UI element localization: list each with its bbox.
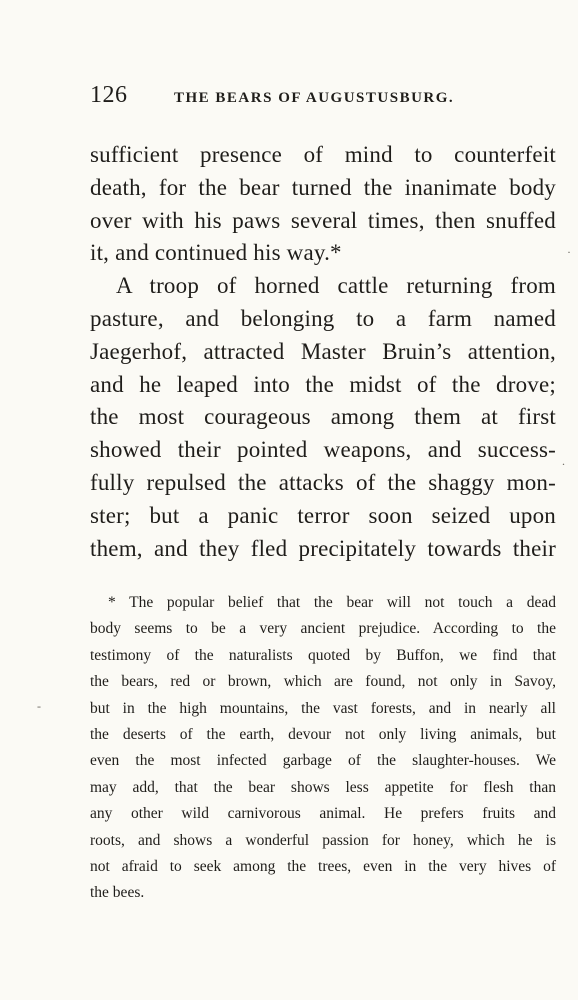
text-line: fully repulsed the attacks of the shaggy mon-	[90, 469, 556, 495]
footnote-line: the bees.	[90, 884, 145, 902]
footnote-line: but in the high mountains, the vast forests, and in nearly all	[90, 699, 556, 717]
footnote-line: may add, that the bear shows less appetite for flesh than	[90, 778, 556, 796]
text-line: sufficient presence of mind to counterfeit	[90, 142, 556, 167]
footnote-line: not afraid to seek among the trees, even in the very hives of	[90, 857, 556, 875]
main-text	[90, 139, 556, 565]
text-line: them, and they fled precipitately towards their	[90, 535, 556, 561]
footnote	[90, 590, 556, 907]
page-header	[90, 82, 560, 114]
text-line: death, for the bear turned the inanimate body	[90, 174, 556, 200]
footnote-line: the bears, red or brown, which are found, not only in Savoy,	[90, 673, 556, 691]
margin-dash-mark: -	[37, 699, 41, 713]
footnote-line: even the most infected garbage of the slaughter-houses. We	[90, 752, 556, 770]
text-line: A troop of horned cattle returning from	[116, 273, 556, 299]
text-line: over with his paws several times, then snuffed	[90, 207, 556, 233]
text-line: showed their pointed weapons, and success-	[90, 437, 556, 463]
page-number: 126	[90, 82, 128, 108]
text-line: ster; but a panic terror soon seized upon	[90, 502, 556, 528]
margin-dot-mark: .	[562, 454, 565, 468]
margin-tick-mark: ·	[567, 245, 571, 259]
text-line: the most courageous among them at first	[90, 404, 556, 430]
text-line: pasture, and belonging to a farm named	[90, 305, 556, 331]
running-head: THE BEARS OF AUGUSTUSBURG.	[174, 90, 455, 106]
footnote-line: * The popular belief that the bear will not touch a dead	[108, 594, 556, 611]
footnote-line: the deserts of the earth, devour not only living animals, but	[90, 725, 556, 743]
footnote-line: any other wild carnivorous animal. He prefers fruits and	[90, 805, 556, 823]
footnote-line: roots, and shows a wonderful passion for honey, which he is	[90, 831, 556, 849]
footnote-line: body seems to be a very ancient prejudice. According to the	[90, 620, 556, 638]
footnote-line: testimony of the naturalists quoted by Buffon, we find that	[90, 646, 556, 664]
text-line: and he leaped into the midst of the drove;	[90, 371, 556, 397]
text-line: it, and continued his way.*	[90, 240, 342, 266]
text-line: Jaegerhof, attracted Master Bruin’s attention,	[90, 338, 556, 364]
